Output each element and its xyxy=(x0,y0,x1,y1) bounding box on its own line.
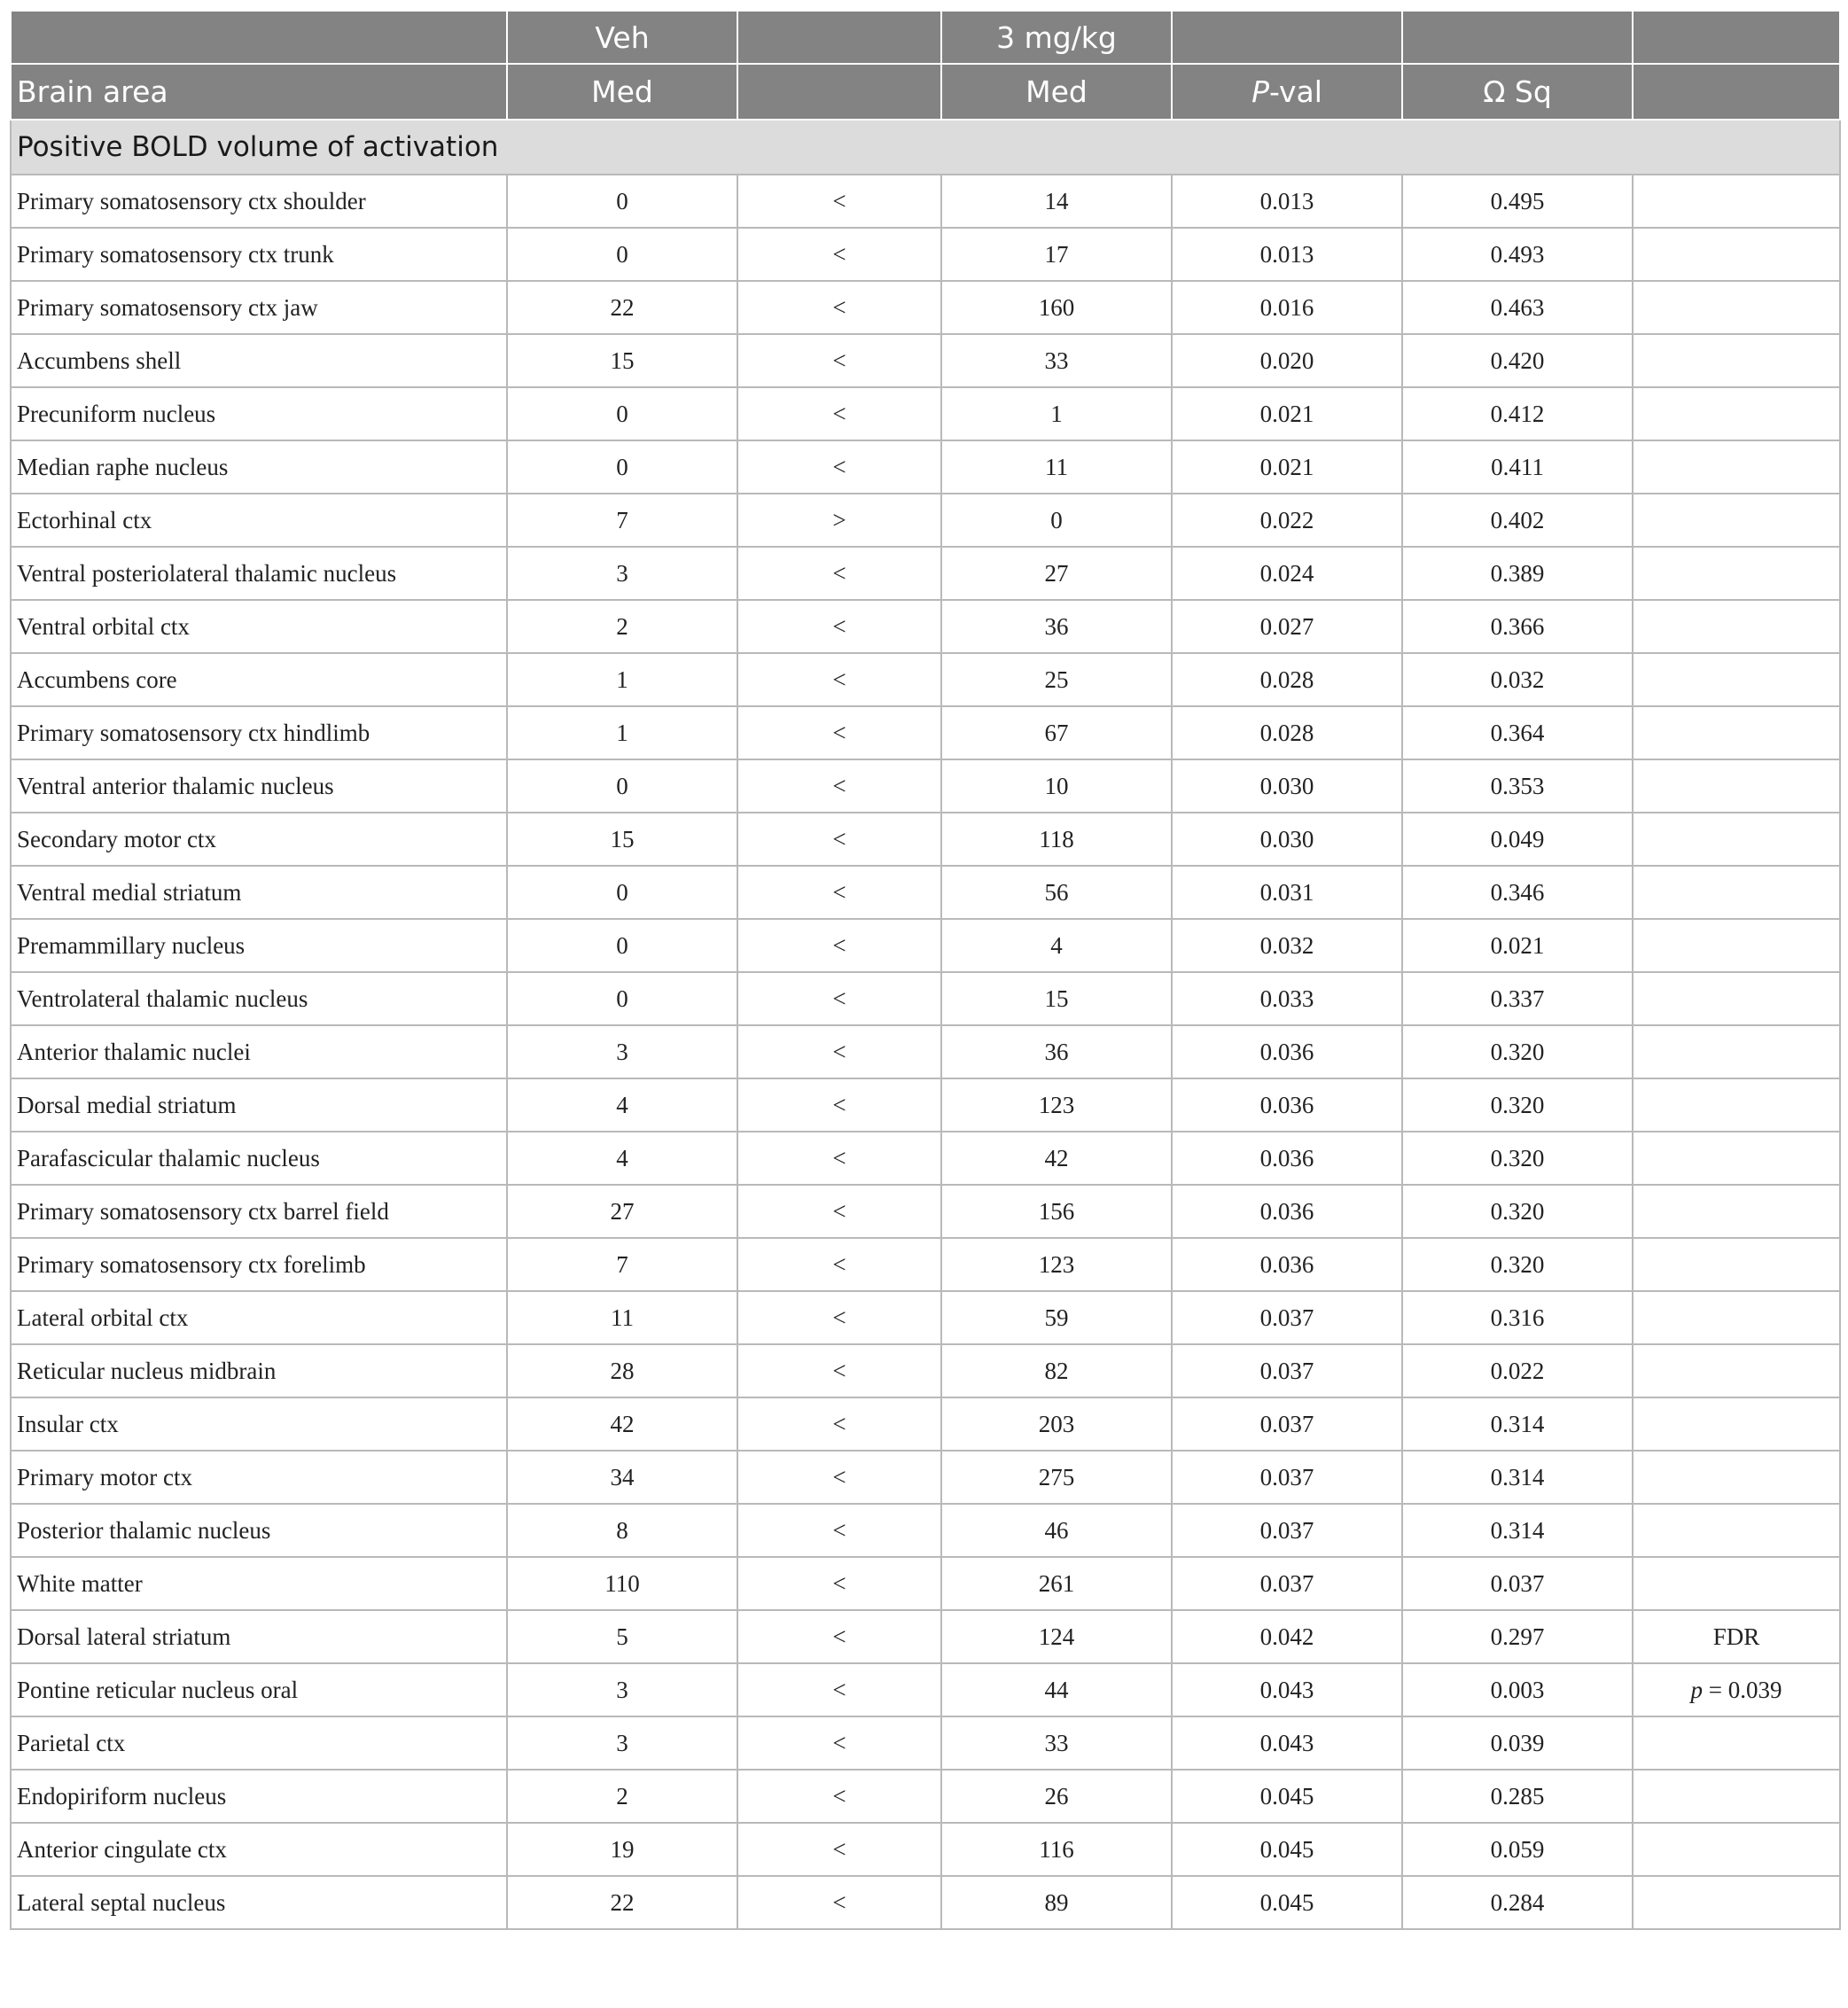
table-row xyxy=(11,281,1840,334)
cell-note xyxy=(1633,1078,1840,1132)
cell-veh-med: 3 xyxy=(507,547,737,600)
header-omega-sq: Ω Sq xyxy=(1402,64,1633,120)
cell-dose-med: 1 xyxy=(941,387,1172,440)
cell-omega-sq: 0.320 xyxy=(1402,1185,1633,1238)
cell-veh-med: 4 xyxy=(507,1132,737,1185)
cell-omega-sq: 0.411 xyxy=(1402,440,1633,494)
header-group-cell xyxy=(737,11,941,64)
table-row xyxy=(11,919,1840,972)
cell-omega-sq: 0.320 xyxy=(1402,1078,1633,1132)
cell-brain-area: Primary somatosensory ctx hindlimb xyxy=(11,706,507,759)
cell-p-value: 0.036 xyxy=(1172,1238,1402,1291)
cell-veh-med: 11 xyxy=(507,1291,737,1344)
cell-p-value: 0.028 xyxy=(1172,706,1402,759)
cell-p-value: 0.024 xyxy=(1172,547,1402,600)
cell-dose-med: 89 xyxy=(941,1876,1172,1929)
cell-dose-med: 160 xyxy=(941,281,1172,334)
cell-brain-area: Ectorhinal ctx xyxy=(11,494,507,547)
cell-p-value: 0.027 xyxy=(1172,600,1402,653)
cell-dose-med: 11 xyxy=(941,440,1172,494)
results-table xyxy=(10,10,1841,1930)
cell-sign: < xyxy=(737,1770,941,1823)
cell-omega-sq: 0.032 xyxy=(1402,653,1633,706)
cell-dose-med: 14 xyxy=(941,175,1172,228)
table-row xyxy=(11,706,1840,759)
cell-brain-area: Precuniform nucleus xyxy=(11,387,507,440)
cell-veh-med: 15 xyxy=(507,813,737,866)
cell-dose-med: 56 xyxy=(941,866,1172,919)
cell-p-value: 0.036 xyxy=(1172,1185,1402,1238)
cell-veh-med: 0 xyxy=(507,866,737,919)
cell-sign: < xyxy=(737,1451,941,1504)
cell-dose-med: 124 xyxy=(941,1610,1172,1663)
header-p-italic: P xyxy=(1251,74,1269,109)
cell-omega-sq: 0.353 xyxy=(1402,759,1633,813)
cell-brain-area: Ventral anterior thalamic nucleus xyxy=(11,759,507,813)
cell-dose-med: 46 xyxy=(941,1504,1172,1557)
cell-note xyxy=(1633,1716,1840,1770)
cell-sign: < xyxy=(737,175,941,228)
cell-note xyxy=(1633,1557,1840,1610)
cell-sign: < xyxy=(737,919,941,972)
header-p-value xyxy=(1172,64,1402,120)
cell-dose-med: 36 xyxy=(941,1025,1172,1078)
table-row xyxy=(11,440,1840,494)
cell-note xyxy=(1633,972,1840,1025)
note-italic: p xyxy=(1690,1676,1703,1703)
cell-omega-sq: 0.337 xyxy=(1402,972,1633,1025)
cell-sign: < xyxy=(737,334,941,387)
cell-dose-med: 4 xyxy=(941,919,1172,972)
cell-sign: < xyxy=(737,1025,941,1078)
cell-sign: < xyxy=(737,1185,941,1238)
cell-brain-area: Lateral septal nucleus xyxy=(11,1876,507,1929)
cell-omega-sq: 0.021 xyxy=(1402,919,1633,972)
cell-dose-med: 33 xyxy=(941,334,1172,387)
cell-omega-sq: 0.284 xyxy=(1402,1876,1633,1929)
header-dose-med: Med xyxy=(941,64,1172,120)
cell-note xyxy=(1633,759,1840,813)
cell-p-value: 0.037 xyxy=(1172,1451,1402,1504)
cell-dose-med: 123 xyxy=(941,1238,1172,1291)
cell-sign: < xyxy=(737,387,941,440)
cell-brain-area: Parietal ctx xyxy=(11,1716,507,1770)
cell-p-value: 0.030 xyxy=(1172,759,1402,813)
cell-omega-sq: 0.320 xyxy=(1402,1238,1633,1291)
cell-brain-area: Reticular nucleus midbrain xyxy=(11,1344,507,1397)
table-row xyxy=(11,1185,1840,1238)
cell-sign: < xyxy=(737,706,941,759)
table-row xyxy=(11,1132,1840,1185)
cell-brain-area: Ventrolateral thalamic nucleus xyxy=(11,972,507,1025)
cell-omega-sq: 0.463 xyxy=(1402,281,1633,334)
cell-omega-sq: 0.022 xyxy=(1402,1344,1633,1397)
cell-veh-med: 27 xyxy=(507,1185,737,1238)
table-row xyxy=(11,972,1840,1025)
cell-p-value: 0.045 xyxy=(1172,1876,1402,1929)
cell-note xyxy=(1633,440,1840,494)
table-row xyxy=(11,387,1840,440)
cell-veh-med: 34 xyxy=(507,1451,737,1504)
cell-brain-area: Ventral posteriolateral thalamic nucleus xyxy=(11,547,507,600)
cell-veh-med: 0 xyxy=(507,759,737,813)
cell-omega-sq: 0.003 xyxy=(1402,1663,1633,1716)
table-row xyxy=(11,759,1840,813)
cell-p-value: 0.021 xyxy=(1172,387,1402,440)
header-note xyxy=(1633,64,1840,120)
cell-p-value: 0.021 xyxy=(1172,440,1402,494)
table-header xyxy=(11,11,1840,120)
table-row xyxy=(11,1504,1840,1557)
cell-dose-med: 203 xyxy=(941,1397,1172,1451)
cell-sign: < xyxy=(737,1663,941,1716)
cell-omega-sq: 0.314 xyxy=(1402,1451,1633,1504)
cell-p-value: 0.037 xyxy=(1172,1557,1402,1610)
cell-veh-med: 5 xyxy=(507,1610,737,1663)
cell-note xyxy=(1633,547,1840,600)
cell-dose-med: 67 xyxy=(941,706,1172,759)
header-group-cell xyxy=(1172,11,1402,64)
cell-note xyxy=(1633,1025,1840,1078)
table-row xyxy=(11,1078,1840,1132)
cell-brain-area: Dorsal lateral striatum xyxy=(11,1610,507,1663)
cell-omega-sq: 0.320 xyxy=(1402,1132,1633,1185)
header-row-columns xyxy=(11,64,1840,120)
cell-dose-med: 17 xyxy=(941,228,1172,281)
cell-dose-med: 42 xyxy=(941,1132,1172,1185)
table-row xyxy=(11,1876,1840,1929)
cell-veh-med: 0 xyxy=(507,440,737,494)
cell-brain-area: Accumbens core xyxy=(11,653,507,706)
cell-omega-sq: 0.049 xyxy=(1402,813,1633,866)
cell-brain-area: White matter xyxy=(11,1557,507,1610)
cell-omega-sq: 0.412 xyxy=(1402,387,1633,440)
cell-p-value: 0.045 xyxy=(1172,1823,1402,1876)
cell-dose-med: 27 xyxy=(941,547,1172,600)
cell-sign: < xyxy=(737,1078,941,1132)
cell-veh-med: 1 xyxy=(507,706,737,759)
table-row xyxy=(11,1770,1840,1823)
cell-veh-med: 0 xyxy=(507,175,737,228)
cell-sign: < xyxy=(737,1291,941,1344)
cell-note xyxy=(1633,387,1840,440)
cell-p-value: 0.045 xyxy=(1172,1770,1402,1823)
cell-veh-med: 3 xyxy=(507,1663,737,1716)
cell-veh-med: 2 xyxy=(507,600,737,653)
cell-p-value: 0.037 xyxy=(1172,1344,1402,1397)
cell-note xyxy=(1633,813,1840,866)
header-group-cell xyxy=(1402,11,1633,64)
cell-veh-med: 3 xyxy=(507,1716,737,1770)
cell-sign: < xyxy=(737,547,941,600)
table-row xyxy=(11,1663,1840,1716)
cell-brain-area: Endopiriform nucleus xyxy=(11,1770,507,1823)
cell-omega-sq: 0.420 xyxy=(1402,334,1633,387)
cell-sign: < xyxy=(737,1610,941,1663)
cell-veh-med: 22 xyxy=(507,1876,737,1929)
cell-dose-med: 10 xyxy=(941,759,1172,813)
cell-sign: < xyxy=(737,1876,941,1929)
cell-note xyxy=(1633,919,1840,972)
cell-note xyxy=(1633,1451,1840,1504)
cell-omega-sq: 0.059 xyxy=(1402,1823,1633,1876)
cell-note xyxy=(1633,600,1840,653)
table-row xyxy=(11,653,1840,706)
cell-veh-med: 8 xyxy=(507,1504,737,1557)
table-row xyxy=(11,547,1840,600)
cell-omega-sq: 0.316 xyxy=(1402,1291,1633,1344)
cell-note xyxy=(1633,706,1840,759)
table-row xyxy=(11,175,1840,228)
table-body xyxy=(11,120,1840,1929)
cell-brain-area: Ventral medial striatum xyxy=(11,866,507,919)
cell-note xyxy=(1633,1504,1840,1557)
header-group-cell xyxy=(1633,11,1840,64)
table-row xyxy=(11,1451,1840,1504)
cell-note xyxy=(1633,653,1840,706)
cell-brain-area: Accumbens shell xyxy=(11,334,507,387)
cell-note xyxy=(1633,1663,1840,1716)
header-group-cell xyxy=(11,11,507,64)
cell-note xyxy=(1633,1238,1840,1291)
cell-p-value: 0.031 xyxy=(1172,866,1402,919)
cell-brain-area: Median raphe nucleus xyxy=(11,440,507,494)
cell-omega-sq: 0.366 xyxy=(1402,600,1633,653)
cell-brain-area: Secondary motor ctx xyxy=(11,813,507,866)
cell-sign: < xyxy=(737,1823,941,1876)
header-p-rest: -val xyxy=(1268,74,1322,109)
cell-dose-med: 156 xyxy=(941,1185,1172,1238)
cell-veh-med: 19 xyxy=(507,1823,737,1876)
cell-sign: < xyxy=(737,281,941,334)
cell-veh-med: 15 xyxy=(507,334,737,387)
cell-veh-med: 3 xyxy=(507,1025,737,1078)
table-row xyxy=(11,1557,1840,1610)
cell-p-value: 0.033 xyxy=(1172,972,1402,1025)
cell-note: FDR xyxy=(1633,1610,1840,1663)
cell-p-value: 0.037 xyxy=(1172,1504,1402,1557)
cell-sign: < xyxy=(737,1716,941,1770)
cell-sign: < xyxy=(737,653,941,706)
section-row xyxy=(11,120,1840,175)
cell-brain-area: Pontine reticular nucleus oral xyxy=(11,1663,507,1716)
cell-sign: < xyxy=(737,813,941,866)
cell-note xyxy=(1633,1397,1840,1451)
cell-veh-med: 2 xyxy=(507,1770,737,1823)
header-veh-med: Med xyxy=(507,64,737,120)
cell-dose-med: 261 xyxy=(941,1557,1172,1610)
table-row xyxy=(11,228,1840,281)
cell-veh-med: 0 xyxy=(507,972,737,1025)
cell-p-value: 0.028 xyxy=(1172,653,1402,706)
cell-dose-med: 118 xyxy=(941,813,1172,866)
cell-sign: < xyxy=(737,1504,941,1557)
note-rest: = 0.039 xyxy=(1703,1676,1782,1703)
cell-brain-area: Primary somatosensory ctx shoulder xyxy=(11,175,507,228)
cell-veh-med: 42 xyxy=(507,1397,737,1451)
section-title: Positive BOLD volume of activation xyxy=(11,120,1840,175)
cell-p-value: 0.042 xyxy=(1172,1610,1402,1663)
cell-brain-area: Primary somatosensory ctx trunk xyxy=(11,228,507,281)
header-brain-area: Brain area xyxy=(11,64,507,120)
cell-p-value: 0.020 xyxy=(1172,334,1402,387)
cell-p-value: 0.032 xyxy=(1172,919,1402,972)
cell-dose-med: 33 xyxy=(941,1716,1172,1770)
cell-veh-med: 1 xyxy=(507,653,737,706)
cell-sign: < xyxy=(737,600,941,653)
table-row xyxy=(11,600,1840,653)
cell-dose-med: 59 xyxy=(941,1291,1172,1344)
cell-note xyxy=(1633,334,1840,387)
cell-sign: < xyxy=(737,972,941,1025)
cell-omega-sq: 0.495 xyxy=(1402,175,1633,228)
cell-sign: < xyxy=(737,1344,941,1397)
cell-note xyxy=(1633,228,1840,281)
cell-brain-area: Anterior cingulate ctx xyxy=(11,1823,507,1876)
cell-dose-med: 25 xyxy=(941,653,1172,706)
cell-brain-area: Lateral orbital ctx xyxy=(11,1291,507,1344)
cell-sign: < xyxy=(737,759,941,813)
cell-omega-sq: 0.314 xyxy=(1402,1397,1633,1451)
cell-p-value: 0.013 xyxy=(1172,228,1402,281)
cell-omega-sq: 0.493 xyxy=(1402,228,1633,281)
cell-p-value: 0.036 xyxy=(1172,1078,1402,1132)
cell-omega-sq: 0.297 xyxy=(1402,1610,1633,1663)
cell-note xyxy=(1633,1770,1840,1823)
cell-sign: < xyxy=(737,1132,941,1185)
cell-sign: < xyxy=(737,228,941,281)
results-table-container xyxy=(10,10,1839,1930)
cell-sign: < xyxy=(737,1557,941,1610)
cell-p-value: 0.036 xyxy=(1172,1025,1402,1078)
table-row xyxy=(11,813,1840,866)
cell-note xyxy=(1633,1291,1840,1344)
cell-omega-sq: 0.039 xyxy=(1402,1716,1633,1770)
cell-sign: < xyxy=(737,440,941,494)
table-row xyxy=(11,1823,1840,1876)
cell-note xyxy=(1633,175,1840,228)
cell-dose-med: 82 xyxy=(941,1344,1172,1397)
cell-omega-sq: 0.346 xyxy=(1402,866,1633,919)
cell-brain-area: Dorsal medial striatum xyxy=(11,1078,507,1132)
cell-note xyxy=(1633,1132,1840,1185)
cell-p-value: 0.030 xyxy=(1172,813,1402,866)
cell-omega-sq: 0.320 xyxy=(1402,1025,1633,1078)
cell-dose-med: 36 xyxy=(941,600,1172,653)
cell-p-value: 0.036 xyxy=(1172,1132,1402,1185)
header-sign xyxy=(737,64,941,120)
cell-dose-med: 26 xyxy=(941,1770,1172,1823)
cell-sign: > xyxy=(737,494,941,547)
cell-veh-med: 0 xyxy=(507,387,737,440)
cell-dose-med: 44 xyxy=(941,1663,1172,1716)
cell-note xyxy=(1633,281,1840,334)
cell-veh-med: 7 xyxy=(507,494,737,547)
cell-veh-med: 4 xyxy=(507,1078,737,1132)
table-row xyxy=(11,1238,1840,1291)
cell-brain-area: Anterior thalamic nuclei xyxy=(11,1025,507,1078)
cell-dose-med: 116 xyxy=(941,1823,1172,1876)
cell-brain-area: Posterior thalamic nucleus xyxy=(11,1504,507,1557)
cell-dose-med: 0 xyxy=(941,494,1172,547)
cell-veh-med: 0 xyxy=(507,919,737,972)
cell-p-value: 0.043 xyxy=(1172,1716,1402,1770)
header-row-groups xyxy=(11,11,1840,64)
cell-brain-area: Primary somatosensory ctx jaw xyxy=(11,281,507,334)
cell-p-value: 0.037 xyxy=(1172,1397,1402,1451)
cell-brain-area: Ventral orbital ctx xyxy=(11,600,507,653)
cell-omega-sq: 0.285 xyxy=(1402,1770,1633,1823)
table-row xyxy=(11,1397,1840,1451)
table-row xyxy=(11,1716,1840,1770)
table-row xyxy=(11,1344,1840,1397)
cell-dose-med: 275 xyxy=(941,1451,1172,1504)
cell-veh-med: 0 xyxy=(507,228,737,281)
cell-dose-med: 123 xyxy=(941,1078,1172,1132)
cell-note xyxy=(1633,1185,1840,1238)
cell-note xyxy=(1633,494,1840,547)
cell-dose-med: 15 xyxy=(941,972,1172,1025)
table-row xyxy=(11,866,1840,919)
header-group-veh: Veh xyxy=(507,11,737,64)
cell-veh-med: 22 xyxy=(507,281,737,334)
cell-omega-sq: 0.364 xyxy=(1402,706,1633,759)
cell-sign: < xyxy=(737,1397,941,1451)
cell-omega-sq: 0.402 xyxy=(1402,494,1633,547)
cell-brain-area: Primary somatosensory ctx barrel field xyxy=(11,1185,507,1238)
table-row xyxy=(11,1610,1840,1663)
cell-brain-area: Insular ctx xyxy=(11,1397,507,1451)
cell-brain-area: Premammillary nucleus xyxy=(11,919,507,972)
cell-brain-area: Primary motor ctx xyxy=(11,1451,507,1504)
cell-p-value: 0.043 xyxy=(1172,1663,1402,1716)
cell-p-value: 0.037 xyxy=(1172,1291,1402,1344)
cell-p-value: 0.013 xyxy=(1172,175,1402,228)
cell-note xyxy=(1633,1876,1840,1929)
cell-omega-sq: 0.037 xyxy=(1402,1557,1633,1610)
cell-p-value: 0.016 xyxy=(1172,281,1402,334)
cell-omega-sq: 0.389 xyxy=(1402,547,1633,600)
cell-veh-med: 7 xyxy=(507,1238,737,1291)
cell-veh-med: 110 xyxy=(507,1557,737,1610)
cell-note xyxy=(1633,1823,1840,1876)
header-group-dose: 3 mg/kg xyxy=(941,11,1172,64)
cell-brain-area: Primary somatosensory ctx forelimb xyxy=(11,1238,507,1291)
cell-note xyxy=(1633,1344,1840,1397)
cell-p-value: 0.022 xyxy=(1172,494,1402,547)
cell-sign: < xyxy=(737,866,941,919)
table-row xyxy=(11,1291,1840,1344)
cell-brain-area: Parafascicular thalamic nucleus xyxy=(11,1132,507,1185)
table-row xyxy=(11,334,1840,387)
table-row xyxy=(11,494,1840,547)
cell-sign: < xyxy=(737,1238,941,1291)
cell-note xyxy=(1633,866,1840,919)
cell-veh-med: 28 xyxy=(507,1344,737,1397)
cell-omega-sq: 0.314 xyxy=(1402,1504,1633,1557)
table-row xyxy=(11,1025,1840,1078)
